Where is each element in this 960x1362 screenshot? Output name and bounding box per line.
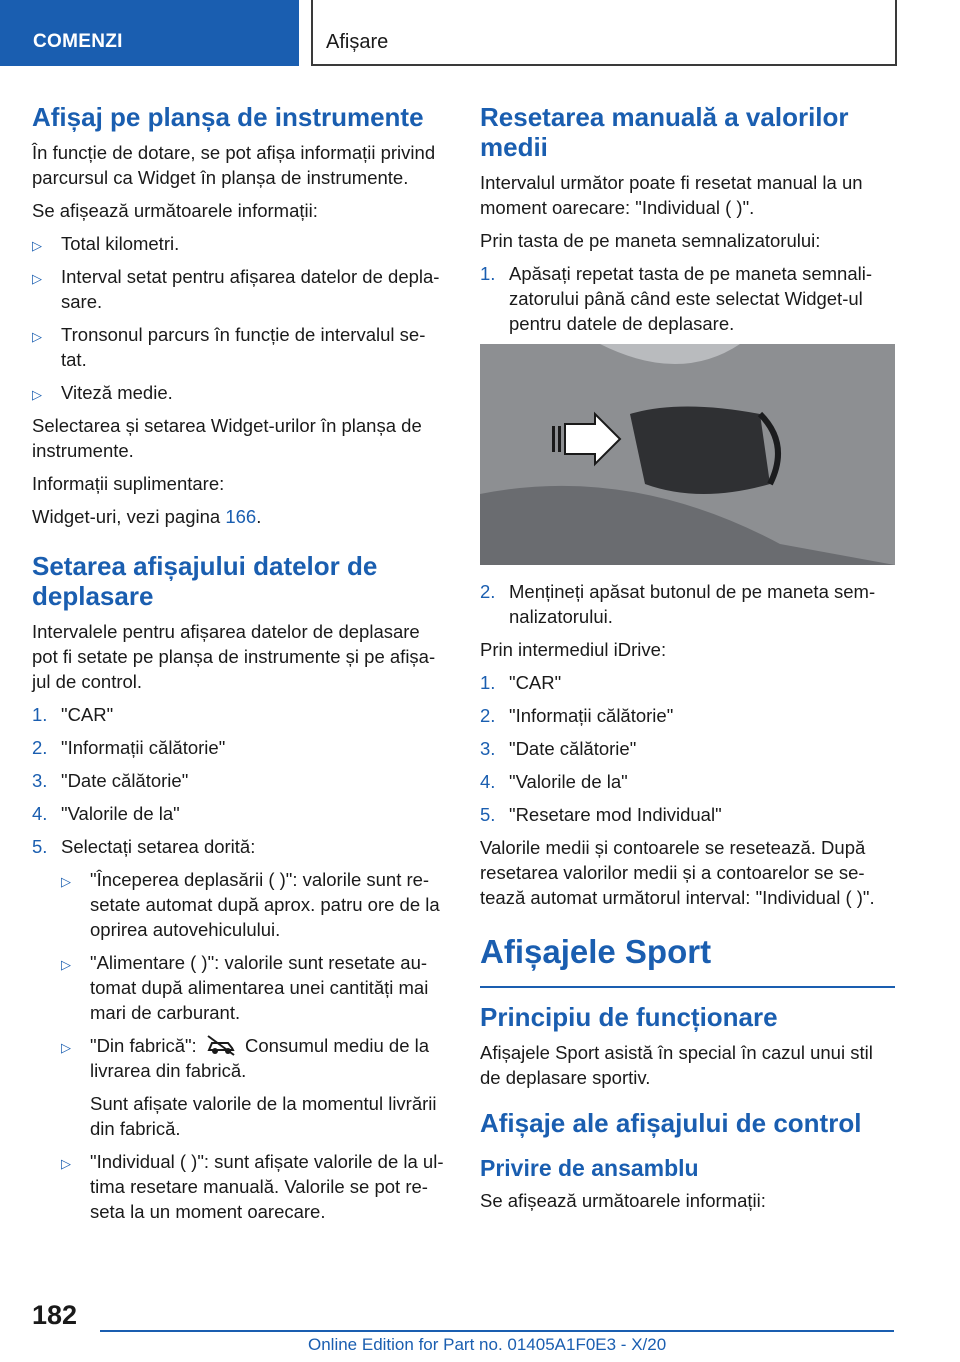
page-number: 182: [32, 1300, 78, 1330]
step-item: 2. Mențineți apăsat butonul de pe maneta sem-nalizatorului.: [480, 581, 876, 627]
step-item: 2. "Informații călătorie": [32, 737, 226, 758]
paragraph-page-ref: Widget-uri, vezi pagina 166.: [32, 506, 262, 527]
factory-car-icon: [206, 1034, 236, 1056]
footer-divider: [100, 1330, 894, 1332]
triangle-bullet-icon: ▷: [61, 957, 71, 972]
paragraph: Prin tasta de pe maneta semnalizatorului:: [480, 230, 821, 251]
sub-list-item: ▷ "Începerea deplasării ( )": valorile sunt re-setate automat după aprox. patru ore de la oprirea autovehiculului.: [61, 869, 440, 940]
chapter-tab-label: COMENZI: [33, 31, 123, 52]
triangle-bullet-icon: ▷: [32, 271, 42, 286]
paragraph: Valorile medii și contoarele se resetează. După resetarea valorilor medii și a contoarelor se se-tează automat următorul interval: "Individual ( )".: [480, 837, 875, 908]
heading-sport-displays: Afișajele Sport: [480, 932, 895, 988]
sub-list-item: ▷ "Alimentare ( )": valorile sunt resetate au-tomat după alimentarea unei cantități mai mari de carburant.: [61, 952, 429, 1023]
left-column: [32, 102, 450, 1232]
step-item: 3. "Date călătorie": [32, 770, 189, 791]
triangle-bullet-icon: ▷: [32, 387, 42, 402]
right-column: [480, 102, 895, 1221]
step-item: 1. Apăsați repetat tasta de pe maneta semnali-zatorului până când este selectat Widget-ul pentru datele de deplasare.: [480, 263, 873, 334]
paragraph: Se afișează următoarele informații:: [480, 1190, 766, 1211]
heading-trip-data-setting: Setarea afișajului datelor de deplasare: [32, 551, 378, 611]
triangle-bullet-icon: ▷: [61, 1156, 71, 1171]
section-header: [311, 0, 897, 66]
step-item: 2. "Informații călătorie": [480, 705, 674, 726]
step-item: 1. "CAR": [32, 704, 114, 725]
step-item: 3. "Date călătorie": [480, 738, 637, 759]
paragraph: Intervalele pentru afișarea datelor de deplasare pot fi setate pe planșa de instrumente și pe afișa-jul de control.: [32, 621, 436, 692]
sub-paragraph: Sunt afișate valorile de la momentul livrării din fabrică.: [90, 1093, 437, 1139]
list-item: ▷ Interval setat pentru afișarea datelor de depla-sare.: [32, 266, 440, 312]
paragraph: Intervalul următor poate fi resetat manual la un moment oarecare: "Individual ( )".: [480, 172, 863, 218]
list-item: ▷ Total kilometri.: [32, 231, 450, 256]
heading-manual-reset: Resetarea manuală a valorilor medii: [480, 102, 849, 162]
edition-note: Online Edition for Part no. 01405A1F0E3 - X/20: [308, 1335, 667, 1354]
list-item: ▷ Viteză medie.: [32, 380, 450, 405]
section-title: Afișare: [326, 31, 389, 53]
paragraph: Selectarea și setarea Widget-urilor în planșa de instrumente.: [32, 415, 422, 461]
paragraph: Prin intermediul iDrive:: [480, 639, 667, 660]
triangle-bullet-icon: ▷: [61, 874, 71, 889]
paragraph: În funcție de dotare, se pot afișa informații privind parcursul ca Widget în planșa de instrumente.: [32, 142, 436, 188]
step-item: 5. Selectați setarea dorită:: [32, 836, 256, 857]
triangle-bullet-icon: ▷: [32, 329, 42, 344]
paragraph: Informații suplimentare:: [32, 473, 225, 494]
step-item: 1. "CAR": [480, 672, 562, 693]
heading-control-display: Afișaje ale afișajului de control: [480, 1108, 862, 1138]
triangle-bullet-icon: ▷: [61, 1040, 71, 1055]
paragraph: Afișajele Sport asistă în special în cazul unui stil de deplasare sportiv.: [480, 1042, 873, 1088]
step-item: 4. "Valorile de la": [32, 803, 180, 824]
heading-instrument-cluster: Afișaj pe planșa de instrumente: [32, 102, 424, 132]
turn-signal-lever-photo: [480, 344, 895, 565]
chapter-tab: [0, 0, 299, 66]
sub-list-item: ▷ "Individual ( )": sunt afișate valorile de la ul-tima resetare manuală. Valorile se pot re-seta la un moment oarecare.: [61, 1151, 444, 1222]
sub-list-item: ▷ "Din fabrică": Consumul mediu de la livrarea din fabrică.: [61, 1035, 430, 1081]
heading-overview: Privire de ansamblu: [480, 1155, 699, 1181]
step-item: 4. "Valorile de la": [480, 771, 628, 792]
heading-operating-principle: Principiu de funcționare: [480, 1002, 778, 1032]
step-item: 5. "Resetare mod Individual": [480, 804, 722, 825]
paragraph: Se afișează următoarele informații:: [32, 200, 318, 221]
triangle-bullet-icon: ▷: [32, 238, 42, 253]
page-link[interactable]: 166: [225, 506, 257, 527]
lever-illustration: [480, 344, 895, 565]
list-item: ▷ Tronsonul parcurs în funcție de intervalul se-tat.: [32, 324, 426, 370]
